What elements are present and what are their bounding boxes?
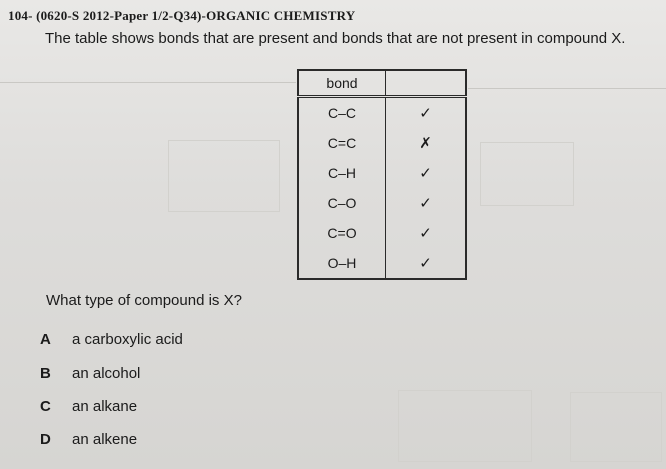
option-b[interactable] (40, 365, 140, 382)
option-a[interactable] (40, 331, 183, 348)
check-mark-icon: ✓ (419, 225, 432, 242)
check-mark-icon: ✓ (419, 255, 432, 272)
option-letter: C (40, 398, 51, 415)
option-letter: A (40, 331, 51, 348)
table-row (298, 158, 466, 188)
question-header: 104- (0620-S 2012-Paper 1/2-Q34)-ORGANIC CHEMISTRY (8, 8, 356, 23)
question-text: What type of compound is X? (46, 292, 242, 309)
bond-cell: C–H (298, 158, 386, 188)
table-row (298, 128, 466, 158)
bond-cell: O–H (298, 248, 386, 279)
bleed-box (480, 142, 574, 206)
bleed-box (570, 392, 662, 462)
bond-table (297, 69, 467, 280)
option-text: an alcohol (72, 365, 141, 382)
bond-cell: C=C (298, 128, 386, 158)
option-letter: B (40, 365, 51, 382)
check-mark-icon: ✓ (419, 105, 432, 122)
option-letter: D (40, 431, 51, 448)
bond-cell: C–O (298, 188, 386, 218)
intro-text: The table shows bonds that are present and bonds that are not present in compound X. (45, 30, 626, 47)
bleed-line (0, 82, 296, 83)
option-d[interactable] (40, 431, 137, 448)
bond-cell: C=O (298, 218, 386, 248)
check-mark-icon: ✓ (419, 165, 432, 182)
table-row (298, 97, 466, 129)
header-bond: bond (298, 70, 386, 97)
option-text: an alkene (72, 431, 138, 448)
bleed-box (168, 140, 280, 212)
table-row (298, 248, 466, 279)
table-row (298, 218, 466, 248)
bond-cell: C–C (298, 97, 386, 129)
option-c[interactable] (40, 398, 137, 415)
bleed-box (398, 390, 532, 462)
table-header-row (298, 70, 466, 97)
option-text: a carboxylic acid (72, 331, 183, 348)
cross-mark-icon: ✗ (419, 135, 432, 152)
option-text: an alkane (72, 398, 138, 415)
table-row (298, 188, 466, 218)
bleed-line (468, 88, 666, 89)
check-mark-icon: ✓ (419, 195, 432, 212)
header-presence (386, 70, 467, 97)
